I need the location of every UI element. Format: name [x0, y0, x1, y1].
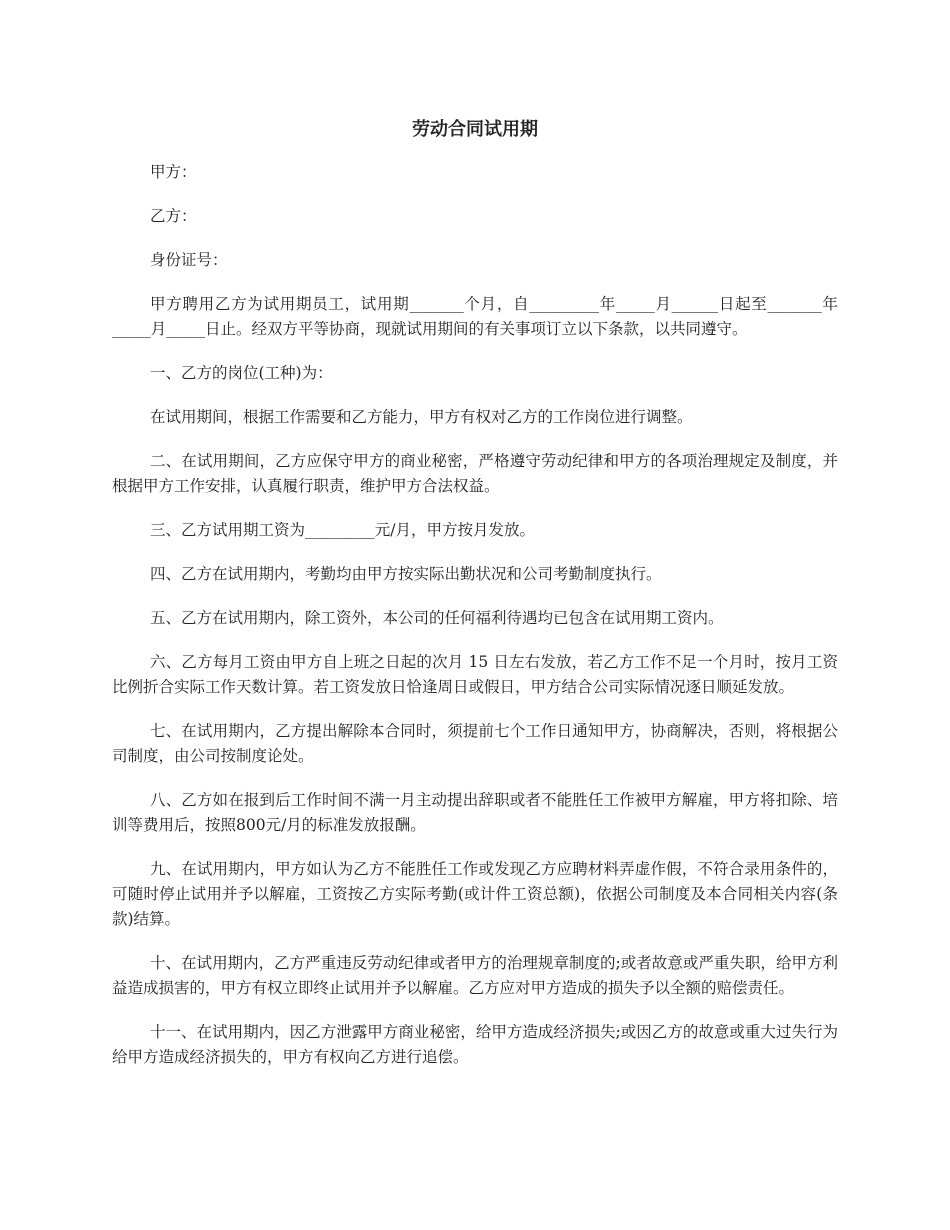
party-b-line: 乙方：	[150, 207, 197, 225]
clause-2: 二、在试用期间，乙方应保守甲方的商业秘密，严格遵守劳动纪律和甲方的各项治理规定及制度，并根据甲方工作安排，认真履行职责，维护甲方合法权益。	[112, 452, 838, 495]
clause-11: 十一、在试用期内，因乙方泄露甲方商业秘密，给甲方造成经济损失;或因乙方的故意或重大过失行为给甲方造成经济损失的，甲方有权向乙方进行追偿。	[112, 1023, 838, 1066]
document-title: 劳动合同试用期	[412, 119, 538, 140]
clause-8: 八、乙方如在报到后工作时间不满一月主动提出辞职或者不能胜任工作被甲方解雇，甲方将扣除、培训等费用后，按照800元/月的标准发放报酬。	[112, 791, 838, 834]
party-a-line: 甲方：	[150, 163, 197, 181]
clause-1-detail: 在试用期间，根据工作需要和乙方能力，甲方有权对乙方的工作岗位进行调整。	[150, 408, 693, 426]
clause-5: 五、乙方在试用期内，除工资外，本公司的任何福利待遇均已包含在试用期工资内。	[150, 609, 724, 627]
clause-3: 三、乙方试用期工资为_________元/月，甲方按月发放。	[150, 521, 535, 539]
clause-4: 四、乙方在试用期内，考勤均由甲方按实际出勤状况和公司考勤制度执行。	[150, 565, 662, 583]
clause-10: 十、在试用期内，乙方严重违反劳动纪律或者甲方的治理规章制度的;或者故意或严重失职，给甲方利益造成损害的，甲方有权立即终止试用并予以解雇。乙方应对甲方造成的损失予以全额的赔偿责任。	[112, 954, 838, 997]
clause-7: 七、在试用期内，乙方提出解除本合同时，须提前七个工作日通知甲方，协商解决，否则，将根据公司制度，由公司按制度论处。	[112, 722, 838, 765]
id-number-line: 身份证号：	[150, 251, 228, 269]
clause-9: 九、在试用期内，甲方如认为乙方不能胜任工作或发现乙方应聘材料弄虚作假，不符合录用条件的，可随时停止试用并予以解雇，工资按乙方实际考勤(或计件工资总额)，依据公司制度及本合同相关内容(条款)结算。	[112, 860, 838, 928]
document-body	[112, 160, 838, 1089]
clause-1-position: 一、乙方的岗位(工种)为：	[150, 364, 333, 382]
clause-6: 六、乙方每月工资由甲方自上班之日起的次月 15 日左右发放，若乙方工作不足一个月时，按月工资比例折合实际工作天数计算。若工资发放日恰逢周日或假日，甲方结合公司实际情况逐日顺延发放。	[112, 653, 838, 696]
intro-paragraph: 甲方聘用乙方为试用期员工，试用期_______个月，自_________年_____月______日起至_______年_____月_____日止。经双方平等协商，现就试用期间的有关事项订立以下条款，以共同遵守。	[112, 295, 838, 338]
